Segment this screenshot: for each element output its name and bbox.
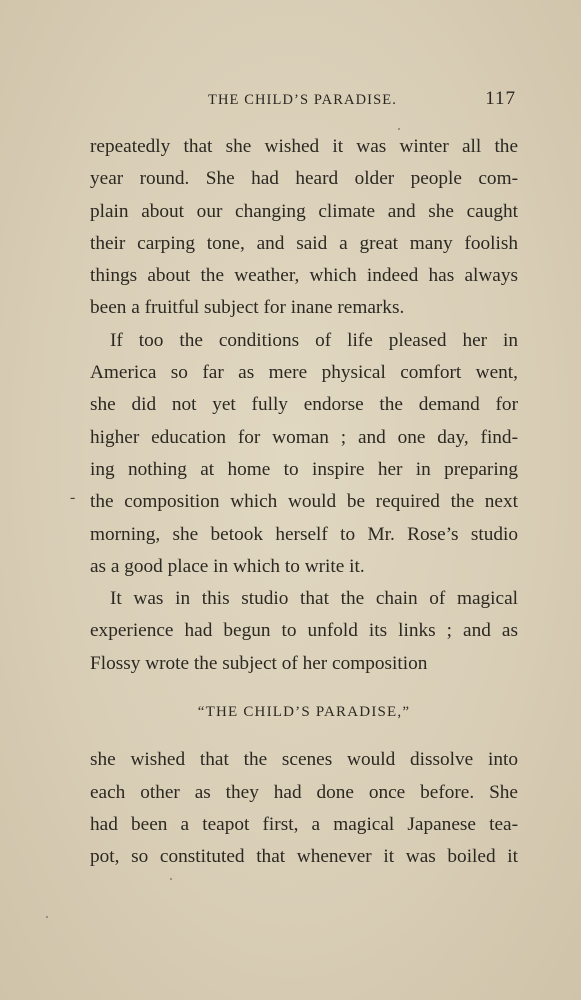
paper-speck — [170, 878, 172, 880]
text-line: pot, so constituted that whenever it was boiled it — [90, 846, 518, 868]
text-line: higher education for woman ; and one day, find- — [90, 426, 518, 448]
paper-speck — [46, 916, 48, 918]
paragraph-1 — [90, 131, 518, 325]
paragraph-4 — [90, 744, 518, 873]
text-line: If too the conditions of life pleased her in — [110, 329, 518, 351]
text-line: experience had begun to unfold its links ; and as — [90, 620, 518, 642]
text-line: had been a teapot first, a magical Japanese tea- — [90, 813, 518, 835]
text-line: their carping tone, and said a great many foolish — [90, 232, 518, 254]
running-title: THE CHILD’S PARADISE. — [208, 92, 397, 108]
paragraph-3 — [90, 583, 518, 680]
composition-heading: “THE CHILD’S PARADISE,” — [197, 704, 411, 721]
text-line: she did not yet fully endorse the demand for — [90, 394, 518, 416]
text-line: America so far as mere physical comfort went, — [90, 362, 518, 384]
text-line: ing nothing at home to inspire her in preparing — [90, 458, 518, 480]
text-line: Flossy wrote the subject of her composition — [90, 652, 428, 674]
text-line: things about the weather, which indeed has always — [90, 265, 518, 287]
margin-mark: - — [70, 489, 76, 506]
text-line: It was in this studio that the chain of magical — [110, 588, 518, 610]
text-line: year round. She had heard older people com- — [90, 168, 518, 190]
body-text — [90, 131, 518, 874]
text-line: as a good place in which to write it. — [90, 555, 365, 577]
page-number: 117 — [485, 88, 516, 109]
paper-speck — [398, 128, 400, 130]
text-line: repeatedly that she wished it was winter all the — [90, 136, 518, 157]
text-line: each other as they had done once before. She — [90, 781, 518, 803]
running-head — [90, 88, 518, 114]
text-line: plain about our changing climate and she caught — [90, 200, 518, 222]
paragraph-2 — [90, 325, 518, 583]
text-line: been a fruitful subject for inane remarks. — [90, 297, 405, 319]
text-line: she wished that the scenes would dissolve into — [90, 749, 518, 771]
text-line: the composition which would be required the next — [90, 491, 518, 513]
text-line: morning, she betook herself to Mr. Rose’s studio — [90, 523, 518, 545]
